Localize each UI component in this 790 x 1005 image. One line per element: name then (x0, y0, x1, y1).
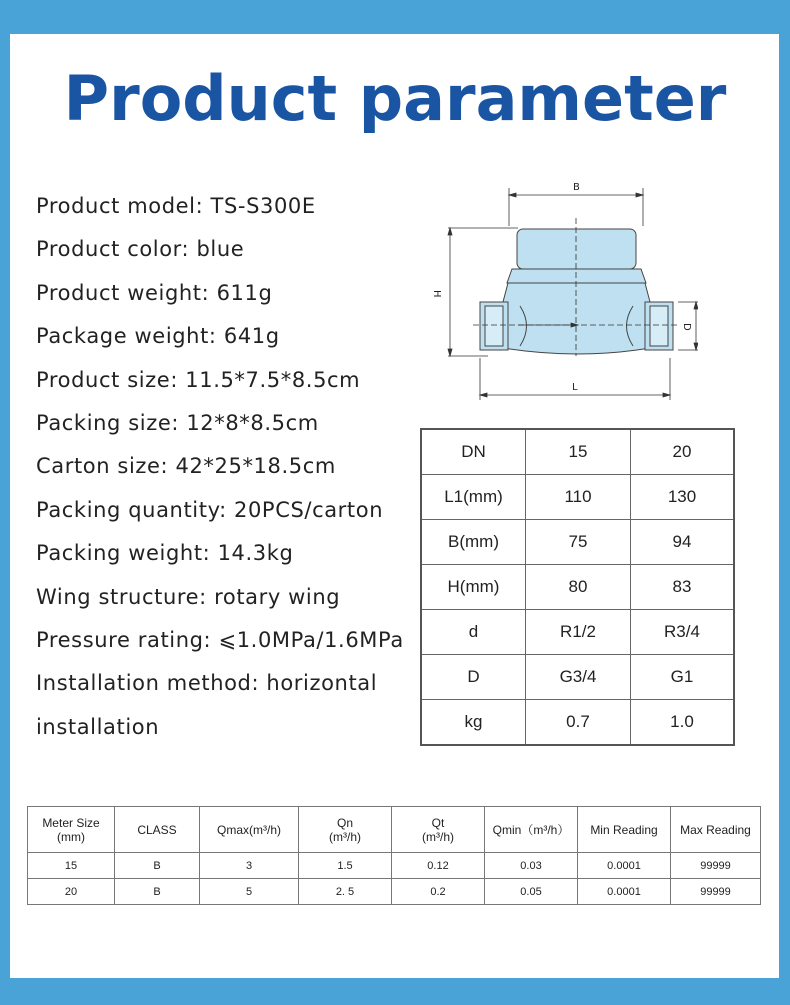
table-cell: R1/2 (526, 609, 631, 654)
table-cell: B (115, 879, 200, 905)
table-cell: 15 (526, 429, 631, 475)
table-cell: G3/4 (526, 654, 631, 699)
spec-item: Packing quantity: 20PCS/carton (36, 497, 384, 522)
column-header: Qn (m³/h) (299, 807, 392, 853)
table-cell: 20 (28, 879, 115, 905)
table-cell: 0.0001 (578, 853, 671, 879)
table-cell: D (421, 654, 526, 699)
table-cell: 15 (28, 853, 115, 879)
table-row (421, 699, 734, 745)
table-cell: B(mm) (421, 520, 526, 565)
meter-body (480, 229, 673, 354)
table-cell: 20 (631, 429, 735, 475)
table-row (421, 475, 734, 520)
column-header: Min Reading (578, 807, 671, 853)
column-header: Max Reading (671, 807, 761, 853)
table-row (28, 879, 761, 905)
table-row (421, 654, 734, 699)
table-cell: B (115, 853, 200, 879)
label-d: D (681, 323, 692, 331)
table-cell: 80 (526, 565, 631, 610)
column-header: Qmax(m³/h) (200, 807, 299, 853)
table-cell: 99999 (671, 879, 761, 905)
table-cell: d (421, 609, 526, 654)
table-cell: 0.05 (485, 879, 578, 905)
table-cell: 130 (631, 475, 735, 520)
table-cell: DN (421, 429, 526, 475)
table-cell: 3 (200, 853, 299, 879)
label-l: L (572, 382, 578, 393)
spec-item: Product size: 11.5*7.5*8.5cm (36, 367, 361, 392)
label-b: B (573, 182, 580, 193)
table-cell: 2. 5 (299, 879, 392, 905)
table-cell: 94 (631, 520, 735, 565)
column-header: Qmin（m³/h） (485, 807, 578, 853)
spec-item: Product weight: 611g (36, 280, 273, 305)
table-cell: 110 (526, 475, 631, 520)
table-cell: 1.0 (631, 699, 735, 745)
table-cell: R3/4 (631, 609, 735, 654)
table-row (421, 609, 734, 654)
spec-item: Product color: blue (36, 237, 245, 262)
spec-item: Carton size: 42*25*18.5cm (36, 454, 336, 479)
table-cell: kg (421, 699, 526, 745)
table-cell: 75 (526, 520, 631, 565)
column-header: CLASS (115, 807, 200, 853)
table-row (421, 565, 734, 610)
spec-item: Packing weight: 14.3kg (36, 541, 294, 566)
spec-list (36, 188, 404, 752)
table-cell: 0.0001 (578, 879, 671, 905)
table-row (28, 853, 761, 879)
label-h: H (431, 290, 442, 298)
table-cell: 0.2 (392, 879, 485, 905)
table-cell: L1(mm) (421, 475, 526, 520)
table-header-row (28, 807, 761, 853)
table-cell: G1 (631, 654, 735, 699)
column-header: Meter Size (mm) (28, 807, 115, 853)
table-row (421, 520, 734, 565)
spec-item: Product model: TS-S300E (36, 194, 316, 218)
dimensions-table (420, 428, 735, 746)
spec-item: Packing size: 12*8*8.5cm (36, 410, 319, 435)
table-cell: 1.5 (299, 853, 392, 879)
column-header: Qt (m³/h) (392, 807, 485, 853)
spec-item: Wing structure: rotary wing (36, 584, 341, 609)
spec-item: installation (36, 714, 160, 739)
spec-item: Pressure rating: ⩽1.0MPa/1.6MPa (36, 627, 404, 652)
table-cell: 0.12 (392, 853, 485, 879)
table-cell: 0.03 (485, 853, 578, 879)
spec-item: Package weight: 641g (36, 324, 280, 349)
spec-item: Installation method: horizontal (36, 671, 378, 696)
page-title: Product parameter (63, 62, 727, 135)
table-cell: 5 (200, 879, 299, 905)
table-cell: 83 (631, 565, 735, 610)
table-cell: 0.7 (526, 699, 631, 745)
meter-diagram (428, 178, 698, 408)
table-cell: 99999 (671, 853, 761, 879)
table-cell: H(mm) (421, 565, 526, 610)
table-row (421, 429, 734, 475)
meter-spec-table (27, 806, 761, 905)
